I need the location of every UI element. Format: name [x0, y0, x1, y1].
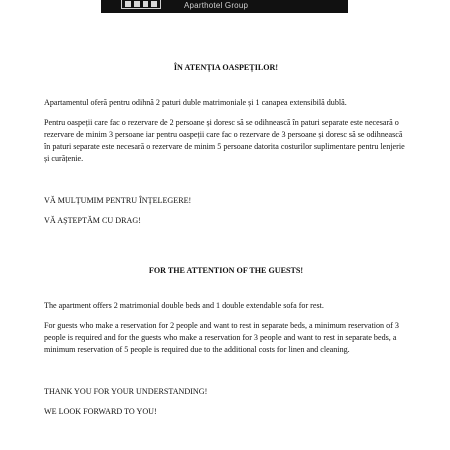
romanian-paragraph-beds: Apartamentul oferă pentru odihnă 2 paturi duble matrimoniale și 1 canapea extensibilă dublă.	[44, 98, 347, 107]
romanian-heading: ÎN ATENȚIA OASPEȚILOR!	[173, 63, 279, 72]
romanian-paragraph-reservation: Pentru oaspeții care fac o rezervare de 2 persoane și doresc să se odihnească în paturi separate este necesară o rezervare de minim 3 persoane iar pentru oaspeții care fac o rezervare de 3 persoane și doresc să se odihnească în paturi separate este necesară o rezervare de minim 5 persoane datorita costurilor suplimentare pentru lenjerie și curățenie.	[44, 118, 405, 163]
document-body	[44, 62, 408, 418]
english-paragraph-beds: The apartment offers 2 matrimonial double beds and 1 double extendable sofa for rest.	[44, 301, 324, 310]
english-thanks: THANK YOU FOR YOUR UNDERSTANDING!	[44, 387, 208, 396]
logo-banner	[101, 0, 348, 13]
english-welcome: WE LOOK FORWARD TO YOU!	[44, 407, 157, 416]
logo-tagline: Aparthotel Group	[184, 1, 249, 10]
romanian-welcome: VĂ AȘTEPTĂM CU DRAG!	[44, 216, 141, 225]
english-paragraph-reservation: For guests who make a reservation for 2 people and want to rest in separate beds, a minimum reservation of 3 people is required and for the guests who make a reservation for 3 people and want to rest in separate beds, a minimum reservation of 5 people is required due to the additional costs for linen and cleaning.	[44, 321, 399, 354]
romanian-thanks: VĂ MULȚUMIM PENTRU ÎNȚELEGERE!	[44, 196, 192, 205]
english-heading: FOR THE ATTENTION OF THE GUESTS!	[148, 266, 304, 275]
building-logo-icon	[121, 0, 161, 9]
